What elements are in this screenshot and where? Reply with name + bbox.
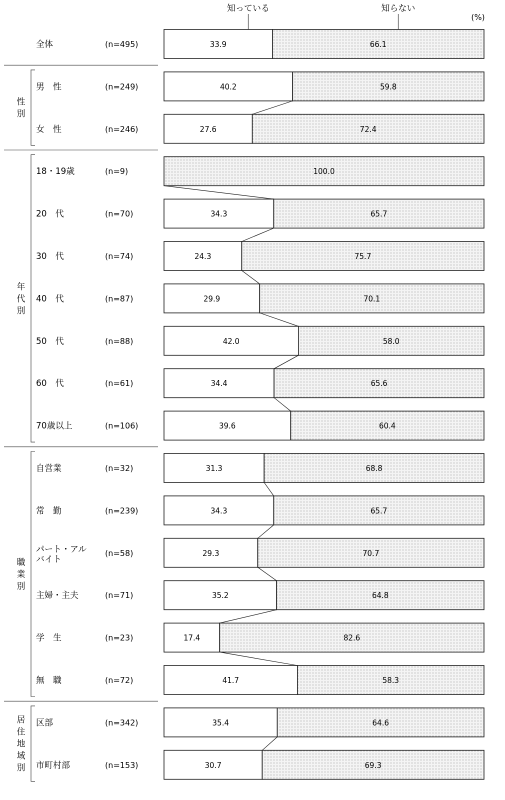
group-label-char: 職 [16,558,26,568]
value-label-know: 39.6 [219,421,236,431]
row-label: パート・アル [36,544,87,555]
row-label: バイト [36,554,62,565]
value-label-know: 34.4 [210,379,228,389]
group-label-char: 別 [16,306,26,317]
bar-row [164,326,484,355]
row-label: 市町村部 [36,760,71,771]
bar-row [164,496,484,525]
group-bracket [31,70,35,145]
value-label-dont-know: 65.7 [370,506,388,516]
row-n-label: (n=246) [105,124,139,134]
value-label-know: 31.3 [205,464,223,473]
group-label-char: 別 [16,582,26,592]
value-label-know: 30.7 [204,760,222,770]
row-n-label: (n=61) [105,379,134,389]
row-label: 20 代 [36,209,64,220]
value-label-know: 27.6 [199,124,217,134]
bar-row [164,623,484,652]
value-label-dont-know: 58.3 [382,676,400,685]
value-label-know: 24.3 [194,252,212,261]
group-bracket [31,706,35,781]
connector-line [242,228,274,241]
value-label-dont-know: 69.3 [364,760,382,770]
group-label-char: 別 [16,109,26,120]
group-label-char: 居 [16,715,26,726]
row-label: 主婦・主夫 [36,591,79,602]
value-label-dont-know: 70.7 [362,548,380,558]
row-label: 40 代 [36,294,64,305]
row-n-label: (n=23) [105,633,134,643]
value-label-dont-know: 60.4 [379,421,396,431]
connector-line [252,101,292,114]
row-label: 30 代 [36,252,64,262]
row-n-label: (n=9) [105,167,129,177]
bar-row [164,114,484,143]
bar-row [164,369,484,398]
bar-row [164,284,484,313]
value-label-dont-know: 65.6 [370,379,388,389]
bar-row [164,411,484,440]
row-n-label: (n=58) [105,548,134,558]
connector-line [242,271,260,284]
group-label-char: 代 [16,294,26,305]
row-n-label: (n=106) [105,421,139,431]
row-n-label: (n=74) [105,252,134,261]
value-label-dont-know: 68.8 [365,464,383,473]
bar-row [164,454,484,483]
group-bracket [31,155,35,442]
connector-line [258,567,277,580]
row-n-label: (n=239) [105,506,139,516]
row-n-label: (n=342) [105,718,139,728]
bar-row [164,157,484,186]
group-label-char: 業 [16,570,26,580]
row-n-label: (n=495) [105,40,139,49]
bar-row [164,581,484,610]
connector-line [264,483,274,496]
legend-know: 知っている [226,4,270,14]
row-n-label: (n=72) [105,676,134,685]
bar-row [164,30,484,59]
row-label: 常 勤 [36,506,62,517]
row-n-label: (n=249) [105,82,139,92]
row-n-label: (n=87) [105,294,134,304]
bar-row [164,750,484,779]
connector-line [220,610,277,623]
row-label: 女 性 [36,124,62,135]
connector-line [260,313,299,326]
value-label-dont-know: 72.4 [359,124,377,134]
legend [227,3,485,30]
value-label-dont-know: 82.6 [343,633,361,643]
group-label-char: 年 [16,282,26,293]
group-label-char: 性 [16,97,26,108]
value-label-dont-know: 100.0 [313,167,335,177]
legend-dont-know: 知らない [381,4,416,14]
row-n-label: (n=32) [105,464,134,473]
row-n-label: (n=153) [105,760,139,770]
group-label [17,281,26,316]
value-label-know: 33.9 [209,40,227,49]
bar-row [164,538,484,567]
connector-line [258,525,274,538]
value-label-know: 34.3 [210,506,228,516]
connector-line [274,398,291,411]
row-label: 区部 [36,718,54,729]
value-label-dont-know: 58.0 [382,336,400,346]
group-bracket [31,452,35,697]
value-label-dont-know: 64.6 [372,718,389,728]
bar-row [164,666,484,695]
connector-line [274,355,298,368]
row-n-label: (n=71) [105,591,134,601]
group-label [17,557,26,592]
value-label-dont-know: 65.7 [370,209,388,219]
value-label-dont-know: 64.8 [371,591,389,601]
group-label-char: 地 [16,739,26,750]
row-label: 男 性 [36,82,62,93]
row-label: 18・19歳 [36,167,75,178]
row-label: 50 代 [36,336,64,347]
group-label-char: 域 [16,751,26,762]
row-label: 全体 [36,40,54,50]
bar-row [164,199,484,228]
value-label-know: 42.0 [222,336,240,346]
value-label-know: 34.3 [210,209,228,219]
connector-line [262,737,277,750]
value-label-dont-know: 75.7 [354,252,372,261]
value-label-know: 29.9 [203,294,221,304]
unit-label: (%) [471,13,485,22]
group-label [17,97,26,120]
value-label-know: 17.4 [183,633,201,643]
row-n-label: (n=88) [105,336,134,346]
bar-row [164,708,484,737]
row-label: 無 職 [36,676,62,686]
bar-row [164,72,484,101]
value-label-know: 40.2 [219,82,237,92]
row-label: 60 代 [36,379,64,390]
row-n-label: (n=70) [105,209,134,219]
value-label-know: 35.4 [212,718,229,728]
value-label-know: 29.3 [202,548,220,558]
value-label-dont-know: 59.8 [379,82,397,92]
group-label-char: 別 [16,763,26,774]
connector-line [164,186,274,199]
group-label-char: 住 [16,727,26,738]
value-label-dont-know: 66.1 [369,40,387,49]
row-labels [36,39,138,771]
value-label-know: 35.2 [211,591,229,601]
value-label-know: 41.7 [222,676,240,685]
row-label: 70歳以上 [36,421,73,432]
bar-row [164,242,484,271]
group-label [17,716,26,774]
connector-line [220,652,298,665]
row-label: 自営業 [36,464,62,474]
value-label-dont-know: 70.1 [363,294,381,304]
row-label: 学 生 [36,633,62,644]
bars [164,30,484,780]
